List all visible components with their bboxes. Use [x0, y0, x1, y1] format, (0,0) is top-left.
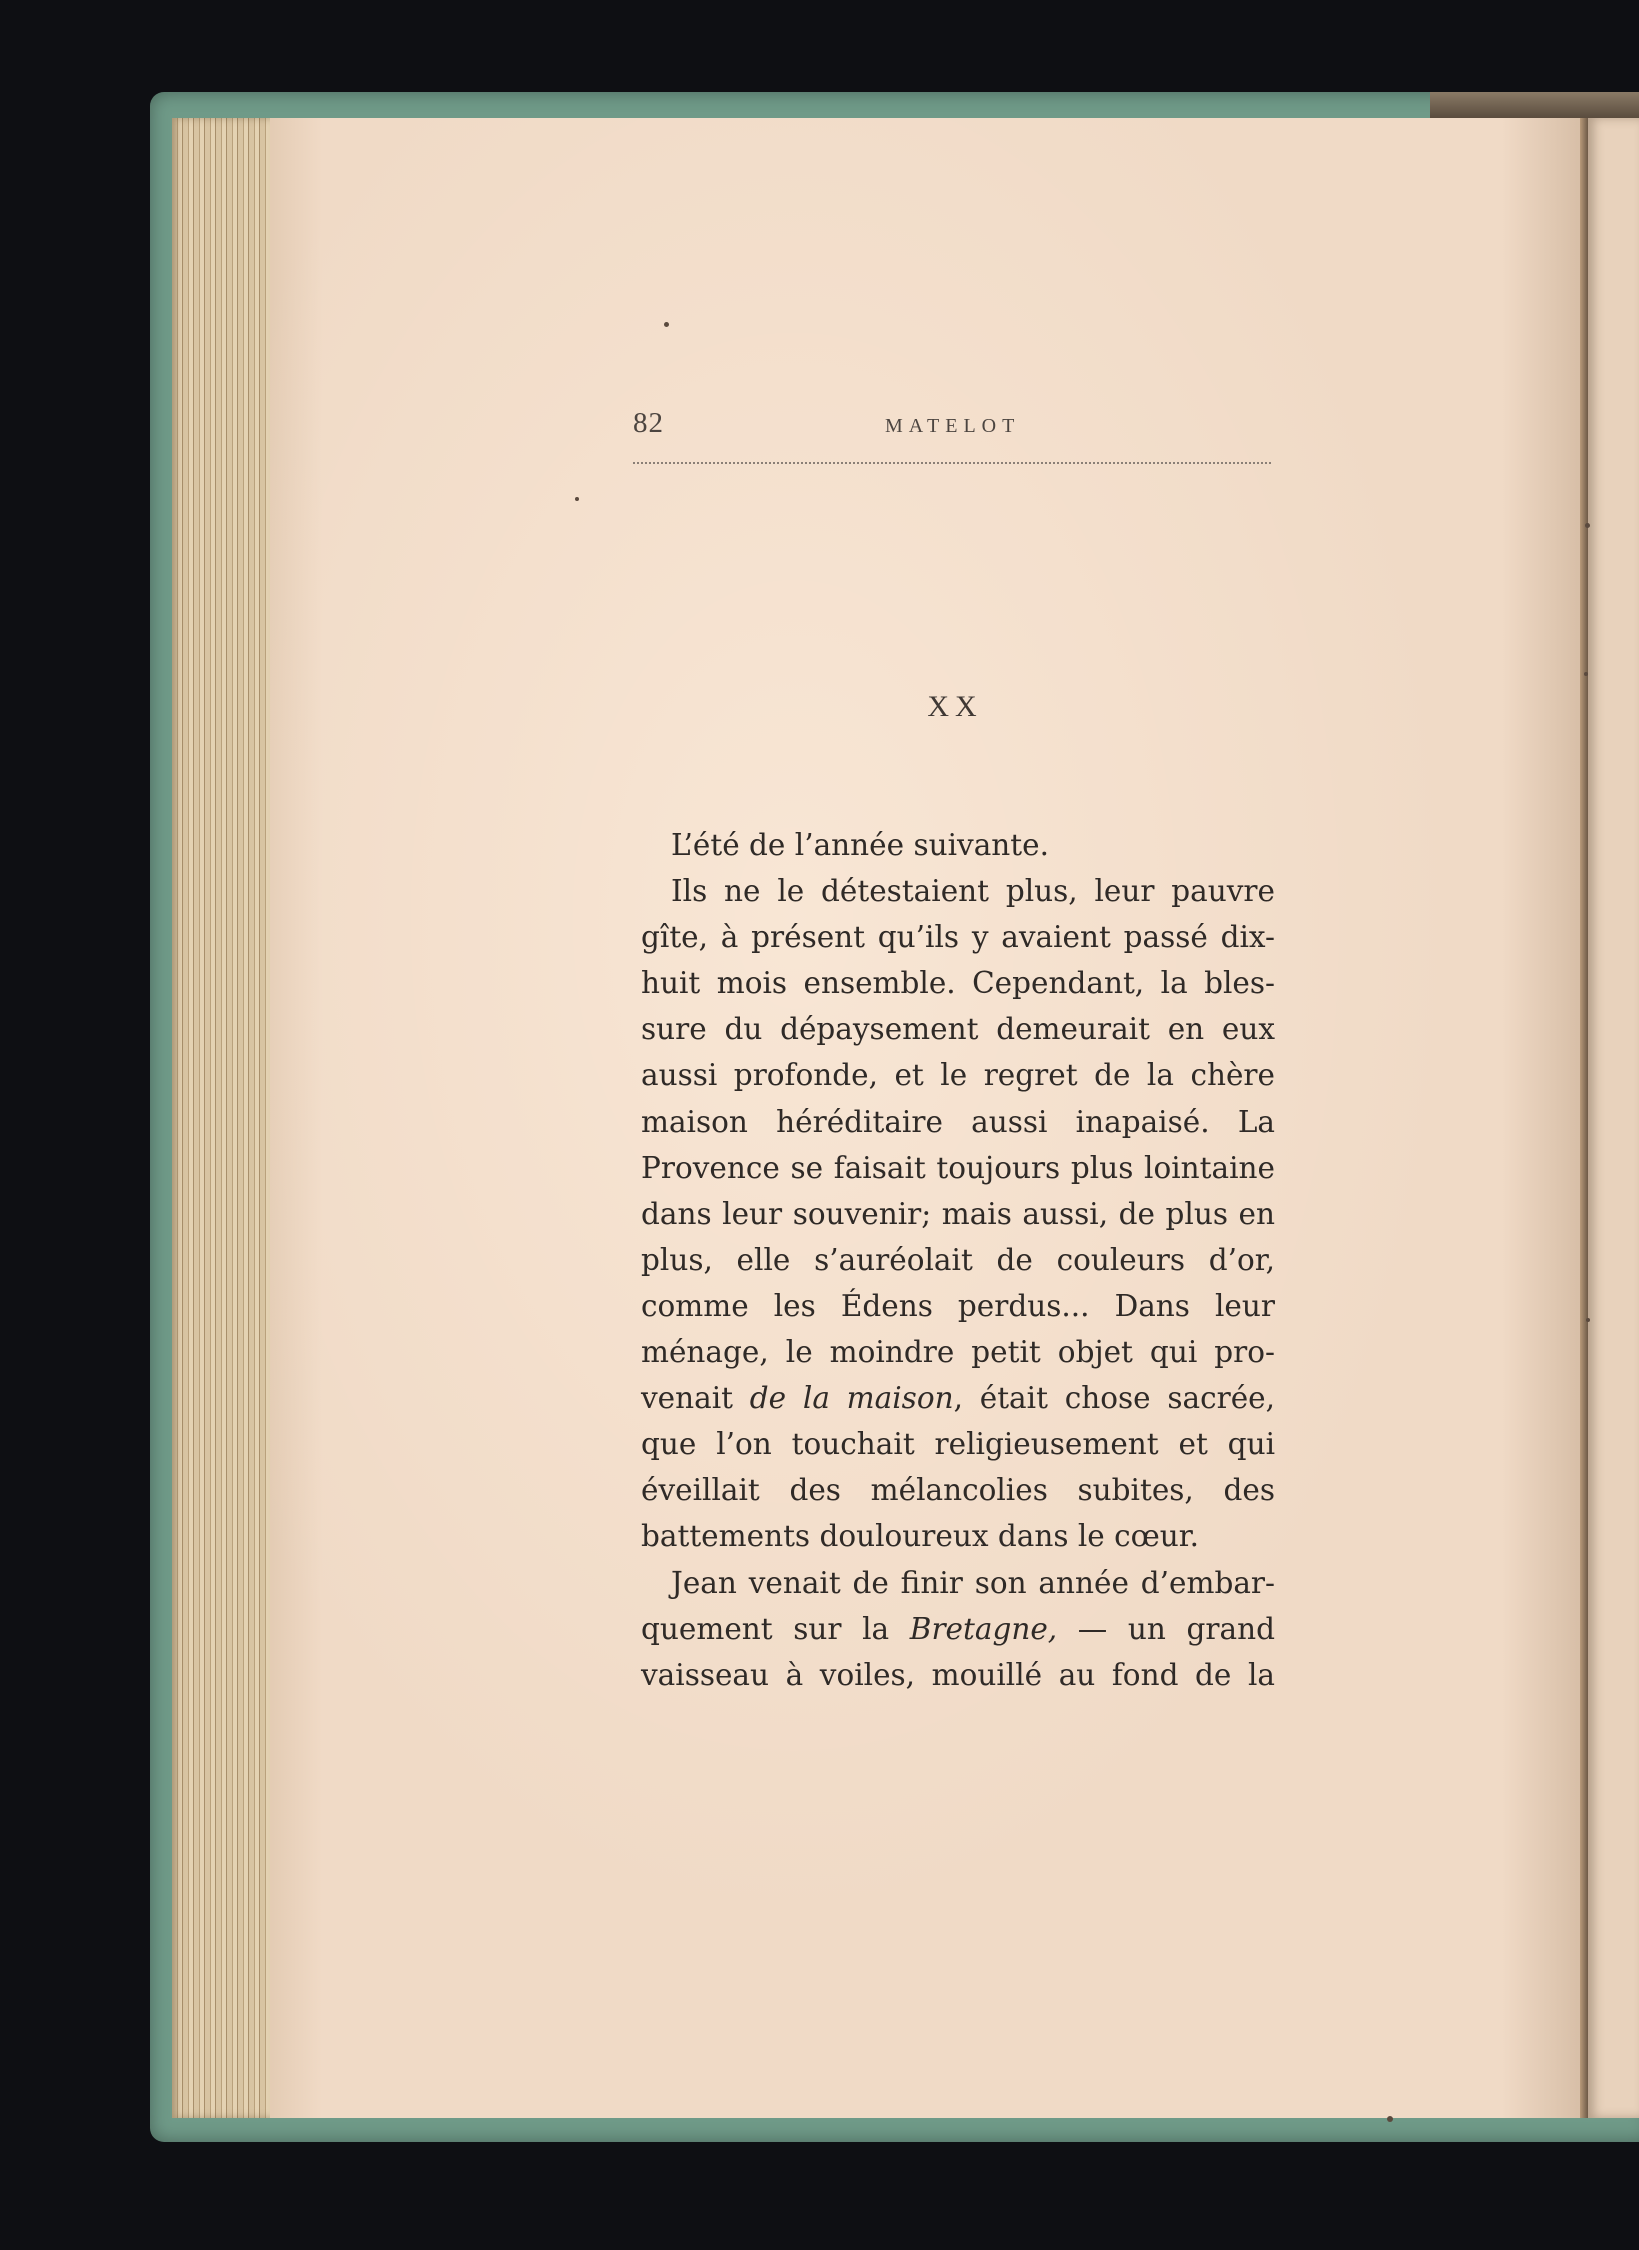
- text-line: L’été de l’année suivante.: [671, 828, 1049, 862]
- body-text: [641, 822, 1275, 1698]
- text-line: [641, 1606, 1275, 1652]
- running-title: MATELOT: [885, 415, 1021, 437]
- text-line: vaisseau à voiles, mouillé au fond de la: [641, 1657, 1275, 1692]
- text-line: ménage, le moindre petit objet qui pro-: [641, 1335, 1275, 1370]
- text-line: aussi profonde, et le regret de la chère: [641, 1058, 1275, 1093]
- text-run: venait: [641, 1381, 750, 1416]
- gutter: [1580, 118, 1588, 2118]
- chapter-heading: XX: [927, 690, 983, 723]
- text-line: huit mois ensemble. Cependant, la bles-: [641, 966, 1275, 1001]
- paper-speck: [664, 322, 669, 327]
- text-line: sure du dépaysement demeurait en eux: [641, 1012, 1275, 1047]
- page-number: 82: [633, 407, 664, 439]
- header-rule: [633, 462, 1271, 464]
- paper-speck: [1585, 523, 1590, 528]
- paper-speck: [1584, 672, 1588, 676]
- text-line: que l’on touchait religieusement et qui: [641, 1427, 1275, 1462]
- text-line: plus, elle s’auréolait de couleurs d’or,: [641, 1242, 1275, 1277]
- text-line: Jean venait de finir son année d’embar-: [671, 1565, 1275, 1600]
- text-line: dans leur souvenir; mais aussi, de plus en: [641, 1196, 1275, 1231]
- text-line: battements douloureux dans le cœur.: [641, 1519, 1200, 1554]
- text-line: éveillait des mélancolies subites, des: [641, 1473, 1275, 1508]
- running-head: [633, 407, 1273, 447]
- paper-speck: [1387, 2116, 1393, 2122]
- text-line: [641, 1375, 1275, 1421]
- italic-text: de la maison: [749, 1381, 954, 1416]
- paper-speck: [1586, 1318, 1590, 1322]
- text-line: Provence se faisait toujours plus lointaine: [641, 1150, 1275, 1185]
- binding-edge: [1430, 92, 1639, 118]
- page-edges: [172, 118, 272, 2118]
- text-run: — un grand: [1057, 1611, 1275, 1646]
- text-line: maison héréditaire aussi inapaisé. La: [641, 1104, 1275, 1139]
- facing-page-edge: [1588, 118, 1639, 2118]
- text-line: Ils ne le détestaient plus, leur pauvre: [671, 874, 1275, 909]
- text-run: , était chose sacrée,: [953, 1381, 1275, 1416]
- text-run: quement sur la: [641, 1611, 910, 1646]
- text-line: comme les Édens perdus... Dans leur: [641, 1288, 1275, 1323]
- text-line: gîte, à présent qu’ils y avaient passé dix-: [641, 920, 1275, 955]
- paper-speck: [575, 497, 579, 501]
- italic-text: Bretagne,: [909, 1611, 1058, 1646]
